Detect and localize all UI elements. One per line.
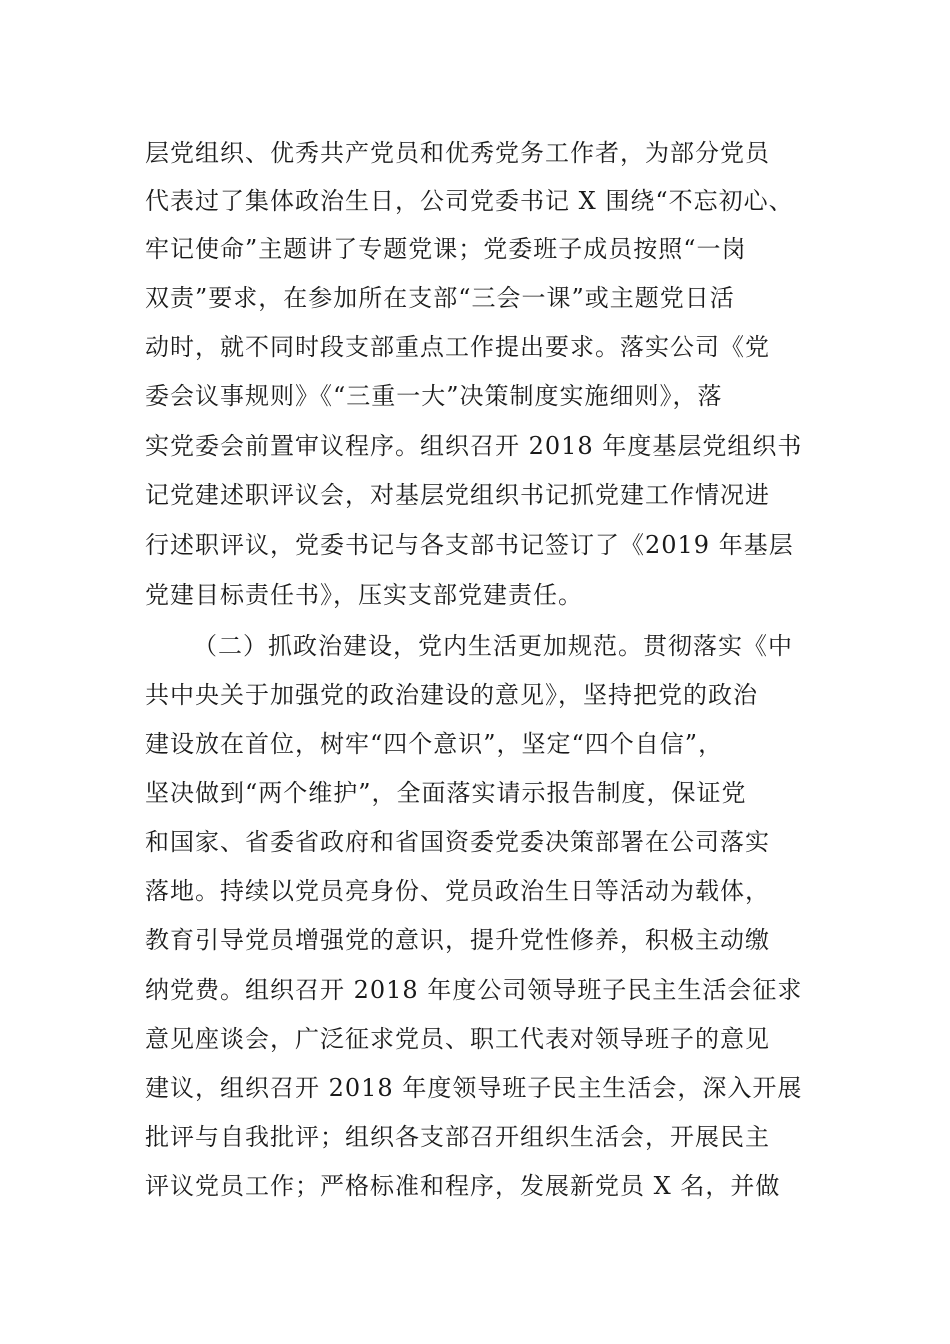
text-line: 教育引导党员增强党的意识，提升党性修养，积极主动缴 <box>145 926 770 954</box>
text-line: 委会议事规则》《“三重一大”决策制度实施细则》，落 <box>145 382 723 410</box>
text-line: 党建目标责任书》，压实支部党建责任。 <box>145 581 583 609</box>
text-line: 动时，就不同时段支部重点工作提出要求。落实公司《党 <box>145 333 770 361</box>
text-line: 建议，组织召开 2018 年度领导班子民主生活会，深入开展 <box>145 1074 803 1102</box>
text-line: 建设放在首位，树牢“四个意识”，坚定“四个自信”， <box>145 730 724 758</box>
text-line: 记党建述职评议会，对基层党组织书记抓党建工作情况进 <box>145 481 770 509</box>
text-line: 双责”要求，在参加所在支部“三会一课”或主题党日活 <box>145 284 735 312</box>
text-line: 牢记使命”主题讲了专题党课；党委班子成员按照“一岗 <box>145 235 747 263</box>
text-line: 坚决做到“两个维护”，全面落实请示报告制度，保证党 <box>145 779 747 807</box>
text-line: 层党组织、优秀共产党员和优秀党务工作者，为部分党员 <box>145 139 770 167</box>
text-line: 纳党费。组织召开 2018 年度公司领导班子民主生活会征求 <box>145 976 803 1004</box>
text-line: 意见座谈会，广泛征求党员、职工代表对领导班子的意见 <box>145 1025 770 1053</box>
text-line: 代表过了集体政治生日，公司党委书记 X 围绕“不忘初心、 <box>145 187 794 215</box>
paragraph-heading-line: （二）抓政治建设，党内生活更加规范。贯彻落实《中 <box>193 632 793 660</box>
text-line: 和国家、省委省政府和省国资委党委决策部署在公司落实 <box>145 828 770 856</box>
text-line: 行述职评议，党委书记与各支部书记签订了《2019 年基层 <box>145 531 794 559</box>
text-line: 批评与自我批评；组织各支部召开组织生活会，开展民主 <box>145 1123 770 1151</box>
text-line: 共中央关于加强党的政治建设的意见》，坚持把党的政治 <box>145 681 758 709</box>
text-line: 评议党员工作；严格标准和程序，发展新党员 X 名，并做 <box>145 1172 781 1200</box>
text-line: 落地。持续以党员亮身份、党员政治生日等活动为载体， <box>145 877 770 905</box>
text-line: 实党委会前置审议程序。组织召开 2018 年度基层党组织书 <box>145 432 803 460</box>
